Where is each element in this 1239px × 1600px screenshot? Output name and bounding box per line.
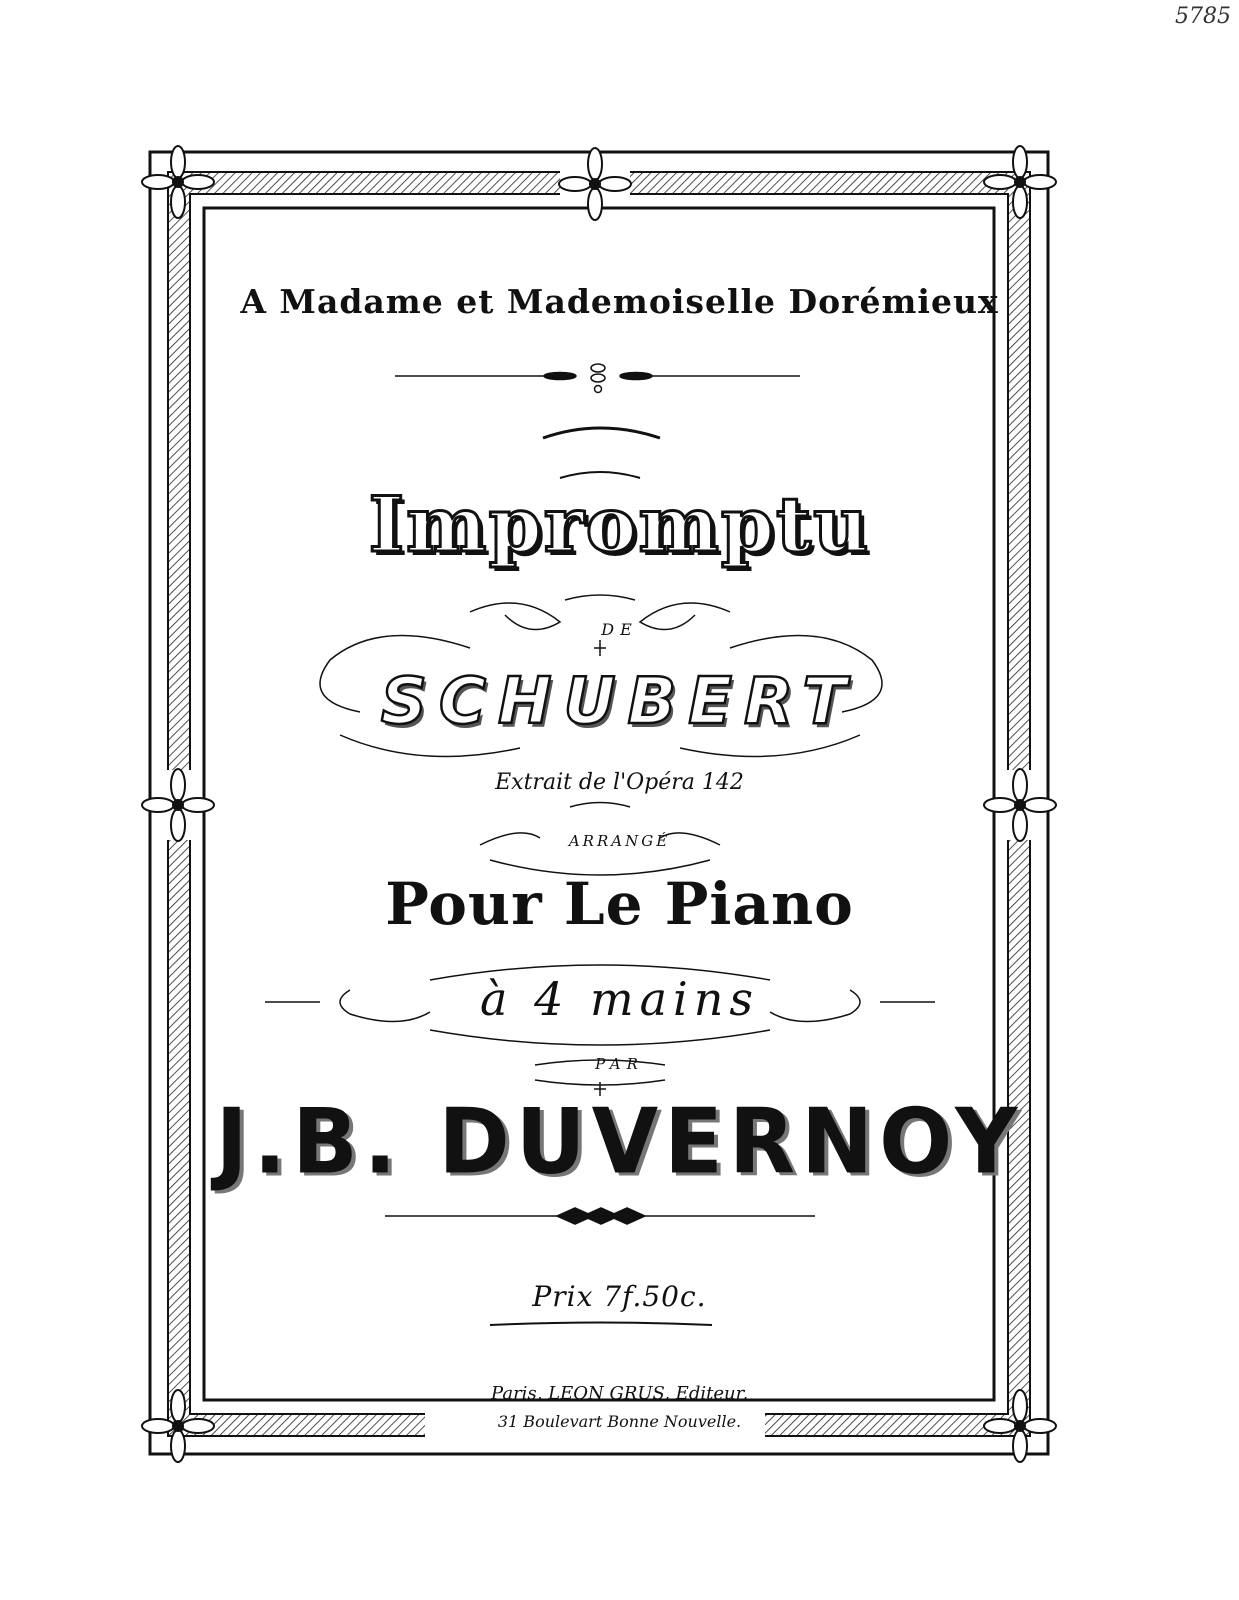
hands-count: à 4 mains <box>480 972 759 1026</box>
publisher: Paris, LEON GRUS, Editeur, <box>491 1383 748 1404</box>
catalog-number: 5785 <box>1175 4 1231 29</box>
dedication-divider <box>395 364 800 393</box>
frame-hatched-band <box>168 172 1030 1436</box>
page-title: Impromptu <box>368 480 871 569</box>
title-arc-upper <box>543 428 660 438</box>
publisher-address: 31 Boulevart Bonne Nouvelle. <box>497 1412 742 1431</box>
de-label: DE <box>601 620 638 639</box>
price-underline <box>490 1323 712 1326</box>
arranger-name: J.B. DUVERNOY <box>215 1089 1024 1195</box>
dedication: A Madame et Mademoiselle Dorémieux <box>240 282 999 321</box>
price: Prix 7f.50c. <box>532 1280 707 1313</box>
arranged-label: ARRANGÉ <box>568 832 671 850</box>
instrument: Pour Le Piano <box>385 870 854 938</box>
extract-note: Extrait de l'Opéra 142 <box>495 770 744 795</box>
arranger-divider <box>385 1208 815 1224</box>
composer-name: SCHUBERT <box>380 665 859 739</box>
par-label: PAR <box>595 1055 644 1073</box>
title-arc-lower <box>560 472 640 478</box>
